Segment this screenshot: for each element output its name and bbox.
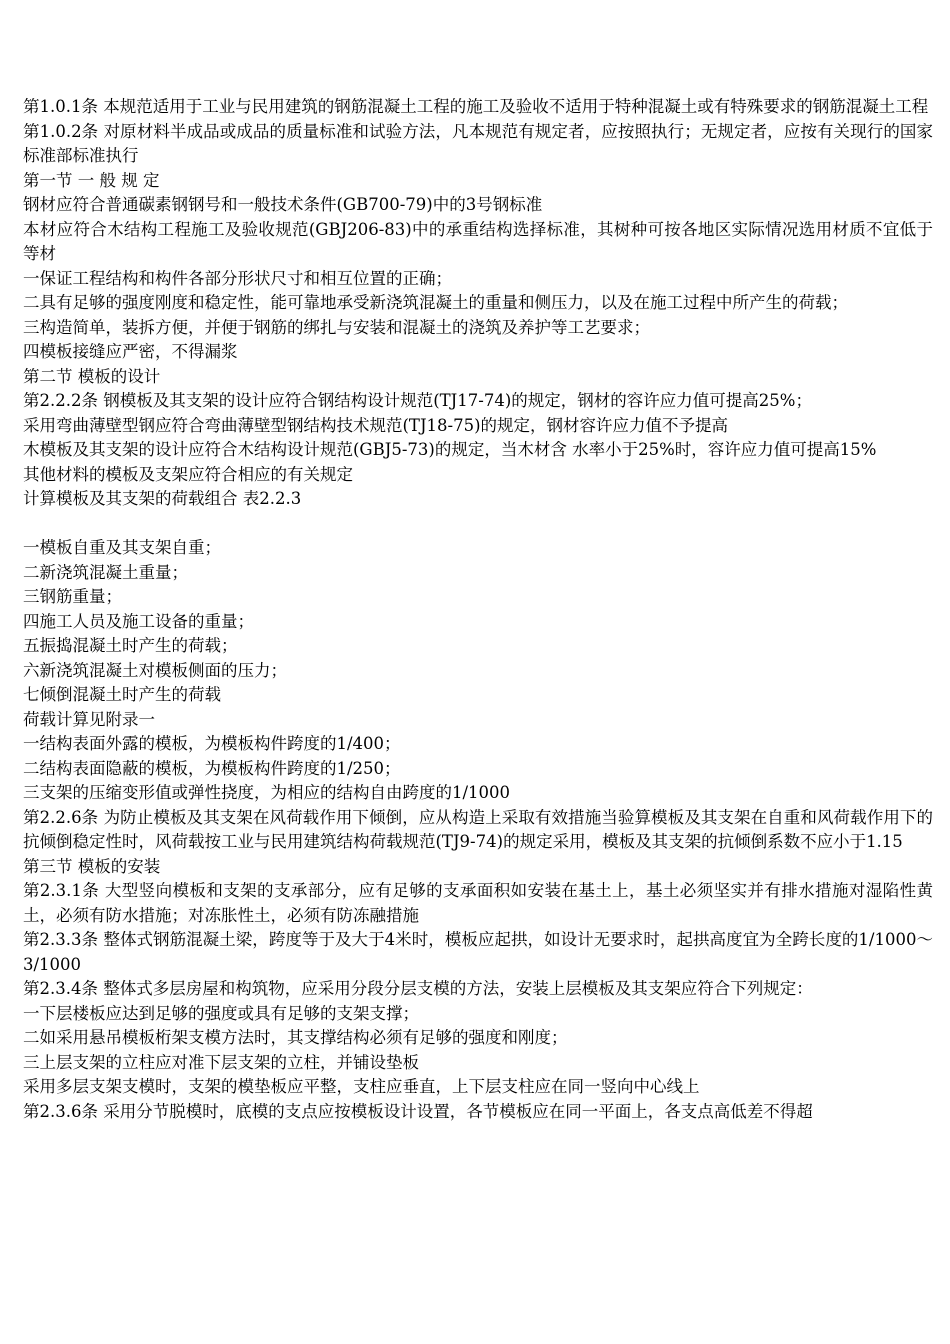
text-line: 第1.0.1条 本规范适用于工业与民用建筑的钢筋混凝土工程的施工及验收不适用于特种混凝土或有特殊要求的钢筋混凝土工程 (23, 97, 929, 116)
text-line: 第2.2.6条 为防止模板及其支架在风荷载作用下倾倒，应从构造上采取有效措施当验算模板及其支架在自重和风荷载作用下的抗倾倒稳定性时，风荷载按工业与民用建筑结构荷载规范(TJ9-74)的规定采用，模板及其支架的抗倾倒系数不应小于1.15 (23, 807, 933, 851)
text-line: 二新浇筑混凝土重量； (23, 562, 188, 582)
text-line: 第2.2.2条 钢模板及其支架的设计应符合钢结构设计规范(TJ17-74)的规定，钢材的容许应力值可提高25%； (23, 391, 812, 410)
text-line: 四模板接缝应严密，不得漏浆 (23, 342, 238, 361)
text-line: 四施工人员及施工设备的重量； (23, 611, 254, 631)
text-line: 一模板自重及其支架自重； (23, 538, 221, 557)
text-line: 一结构表面外露的模板，为模板构件跨度的1/400； (23, 734, 401, 753)
text-line: 五振捣混凝土时产生的荷载； (23, 636, 238, 655)
text-line: 三钢筋重量； (23, 587, 122, 606)
text-line: 采用弯曲薄壁型钢应符合弯曲薄壁型钢结构技术规范(TJ18-75)的规定，钢材容许应力值不予提高 (23, 415, 729, 435)
text-line: 本材应符合木结构工程施工及验收规范(GBJ206-83)中的承重结构选择标准，其树种可按各地区实际情况选用材质不宜低于等材 (23, 219, 933, 263)
blank-line (23, 512, 933, 537)
section-heading: 第二节 模板的设计 (23, 366, 161, 386)
text-line: 第2.3.6条 采用分节脱模时，底模的支点应按模板设计设置，各节模板应在同一平面上，各支点高低差不得超 (23, 1101, 813, 1121)
text-line: 七倾倒混凝土时产生的荷载 (23, 685, 221, 704)
text-line: 其他材料的模板及支架应符合相应的有关规定 (23, 464, 353, 484)
text-line: 第2.3.1条 大型竖向模板和支架的支承部分，应有足够的支承面积如安装在基土上，基土必须坚实并有排水措施对湿陷性黄土，必须有防水措施；对冻胀性土，必须有防冻融措施 (23, 881, 933, 925)
text-line: 一下层楼板应达到足够的强度或具有足够的支架支撑； (23, 1003, 419, 1023)
text-line: 三上层支架的立柱应对准下层支架的立柱，并铺设垫板 (23, 1052, 419, 1072)
text-line: 第1.0.2条 对原材料半成品或成品的质量标准和试验方法，凡本规范有规定者，应按照执行；无规定者，应按有关现行的国家标准部标准执行 (23, 121, 933, 165)
section-heading: 第一节 一 般 规 定 (23, 170, 160, 190)
text-line: 采用多层支架支模时，支架的模垫板应平整，支柱应垂直，上下层支柱应在同一竖向中心线上 (23, 1077, 700, 1096)
text-line: 二具有足够的强度刚度和稳定性，能可靠地承受新浇筑混凝土的重量和侧压力，以及在施工过程中所产生的荷载； (23, 293, 848, 312)
text-line: 荷载计算见附录一 (23, 709, 155, 729)
text-line: 二如采用悬吊模板桁架支模方法时，其支撑结构必须有足够的强度和刚度； (23, 1028, 568, 1047)
document-body (23, 95, 933, 1124)
text-line: 第2.3.3条 整体式钢筋混凝土梁，跨度等于及大于4米时，模板应起拱，如设计无要求时，起拱高度宜为全跨长度的1/1000～3/1000 (23, 930, 933, 974)
text-line: 二结构表面隐蔽的模板，为模板构件跨度的1/250； (23, 758, 401, 778)
text-line: 三构造简单，装拆方便，并便于钢筋的绑扎与安装和混凝土的浇筑及养护等工艺要求； (23, 317, 650, 337)
text-line: 一保证工程结构和构件各部分形状尺寸和相互位置的正确； (23, 268, 452, 288)
text-line: 钢材应符合普通碳素钢钢号和一般技术条件(GB700-79)中的3号钢标准 (23, 195, 543, 214)
text-line: 第2.3.4条 整体式多层房屋和构筑物，应采用分段分层支模的方法，安装上层模板及其支架应符合下列规定： (23, 979, 813, 998)
text-line: 木模板及其支架的设计应符合木结构设计规范(GBJ5-73)的规定，当木材含 水率小于25%时，容许应力值可提高15% (23, 440, 877, 459)
section-heading: 第三节 模板的安装 (23, 856, 161, 876)
text-line: 计算模板及其支架的荷载组合 表2.2.3 (23, 489, 302, 508)
text-line: 六新浇筑混凝土对模板侧面的压力； (23, 660, 287, 680)
text-line: 三支架的压缩变形值或弹性挠度，为相应的结构自由跨度的1/1000 (23, 783, 511, 802)
